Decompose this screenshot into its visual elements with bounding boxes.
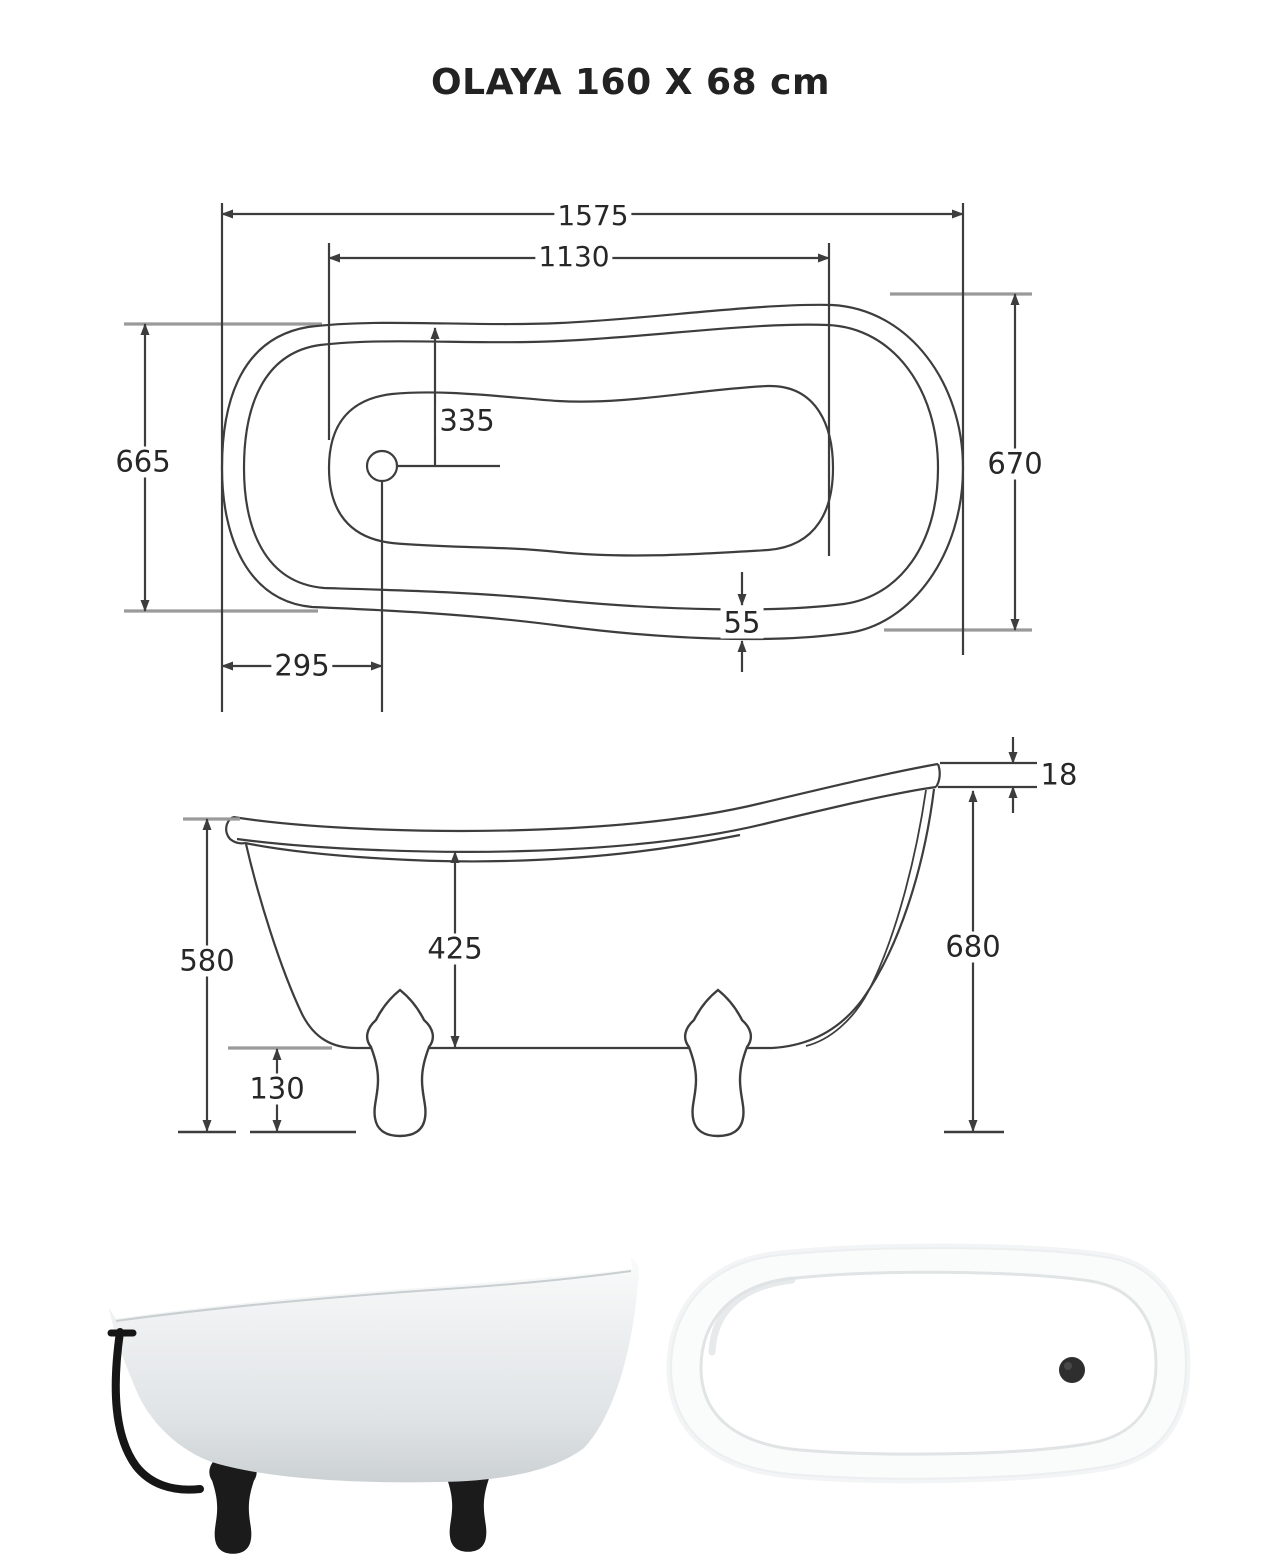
side-rim-top-line xyxy=(233,764,938,831)
side-right-wall xyxy=(772,789,934,1048)
side-rim-under-line xyxy=(237,787,936,852)
side-left-wall xyxy=(246,844,356,1048)
dim-foot-height: 130 xyxy=(246,1074,307,1105)
dim-drain-offset-vertical: 335 xyxy=(436,406,497,437)
dim-overall-width-left: 665 xyxy=(112,447,173,478)
dim-rim-width: 55 xyxy=(721,608,764,639)
tub-basin-outline xyxy=(329,386,833,556)
photo-top-basin xyxy=(701,1272,1156,1454)
dim-tub-body-height: 425 xyxy=(424,934,485,965)
dim-overall-width-right: 670 xyxy=(984,449,1045,480)
page-title: OLAYA 160 X 68 cm xyxy=(431,62,830,103)
dim-overall-length: 1575 xyxy=(554,201,631,231)
drain-hole xyxy=(367,451,397,481)
dim-rim-edge-thickness: 18 xyxy=(1038,760,1081,791)
side-basin-line xyxy=(245,835,740,861)
photo-drain-hole xyxy=(1059,1357,1085,1383)
claw-foot-left xyxy=(367,990,433,1136)
dim-rim-height-left: 580 xyxy=(176,946,237,977)
photo-side-view xyxy=(109,1257,639,1554)
dim-basin-length: 1130 xyxy=(535,242,612,272)
dim-drain-offset-horizontal: 295 xyxy=(271,651,332,682)
photo-top-view xyxy=(671,1248,1186,1479)
top-view-drawing xyxy=(124,203,1032,712)
dim-rim-height-right: 680 xyxy=(942,932,1003,963)
claw-foot-right xyxy=(685,990,751,1136)
